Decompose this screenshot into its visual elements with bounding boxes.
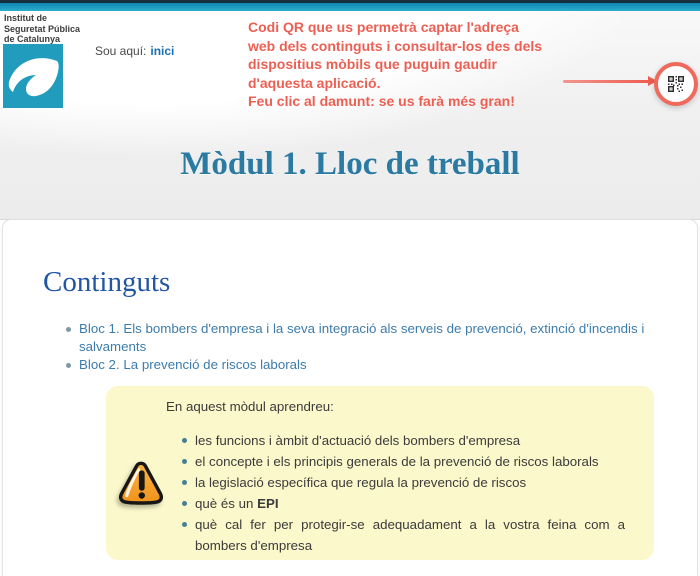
list-item: la legislació específica que regula la prevenció de riscos [180,472,625,493]
bloc1-link[interactable]: Bloc 1. Els bombers d'empresa i la seva integració als serveis de prevenció, extinció d'incendis i salvaments [79,321,645,354]
qr-annotation [248,18,550,111]
list-item [63,356,693,374]
breadcrumb-label: Sou aquí: [95,44,147,58]
breadcrumb [95,44,174,58]
topbar-teal-bar [0,3,700,11]
logo-text-line: Seguretat Pública [4,23,81,34]
list-item [63,320,693,356]
list-item: què cal fer per protegir-se adequadament a la vostra feina com a bombers d'empresa [180,514,625,556]
qr-annotation-paragraph: Feu clic al damunt: se us farà més gran! [248,93,515,109]
qr-code-icon [668,76,684,92]
module-title: Mòdul 1. Lloc de treball [180,146,520,182]
learn-list [180,430,625,556]
list-item: les funcions i àmbit d'actuació dels bombers d'empresa [180,430,625,451]
logo-text-line: de Catalunya [4,34,61,44]
infobox-intro: En aquest mòdul aprendreu: [166,399,334,414]
logo-text [4,13,80,45]
site-header [0,11,700,220]
bloc2-link[interactable]: Bloc 2. La prevenció de riscos laborals [79,357,307,372]
list-item: el concepte i els principis generals de la prevenció de riscos laborals [180,451,625,472]
logo-text-line: Institut de [4,13,47,23]
qr-code-button[interactable] [654,62,698,106]
breadcrumb-link-inici[interactable]: inici [150,44,175,58]
list-item: què és un EPI [180,493,625,514]
qr-annotation-paragraph: Codi QR que us permetrà captar l'adreça web dels continguts i consultar-los des dels dispositius mòbils que puguin gaudir d'aquesta aplicació. [248,19,543,91]
infobox [106,386,654,560]
content-card [2,219,698,576]
contents-link-list [63,320,693,374]
warning-icon [118,458,164,510]
ispc-logo-icon[interactable] [3,44,63,108]
arrow-to-qr-icon [563,80,649,83]
contents-heading: Continguts [43,266,171,298]
